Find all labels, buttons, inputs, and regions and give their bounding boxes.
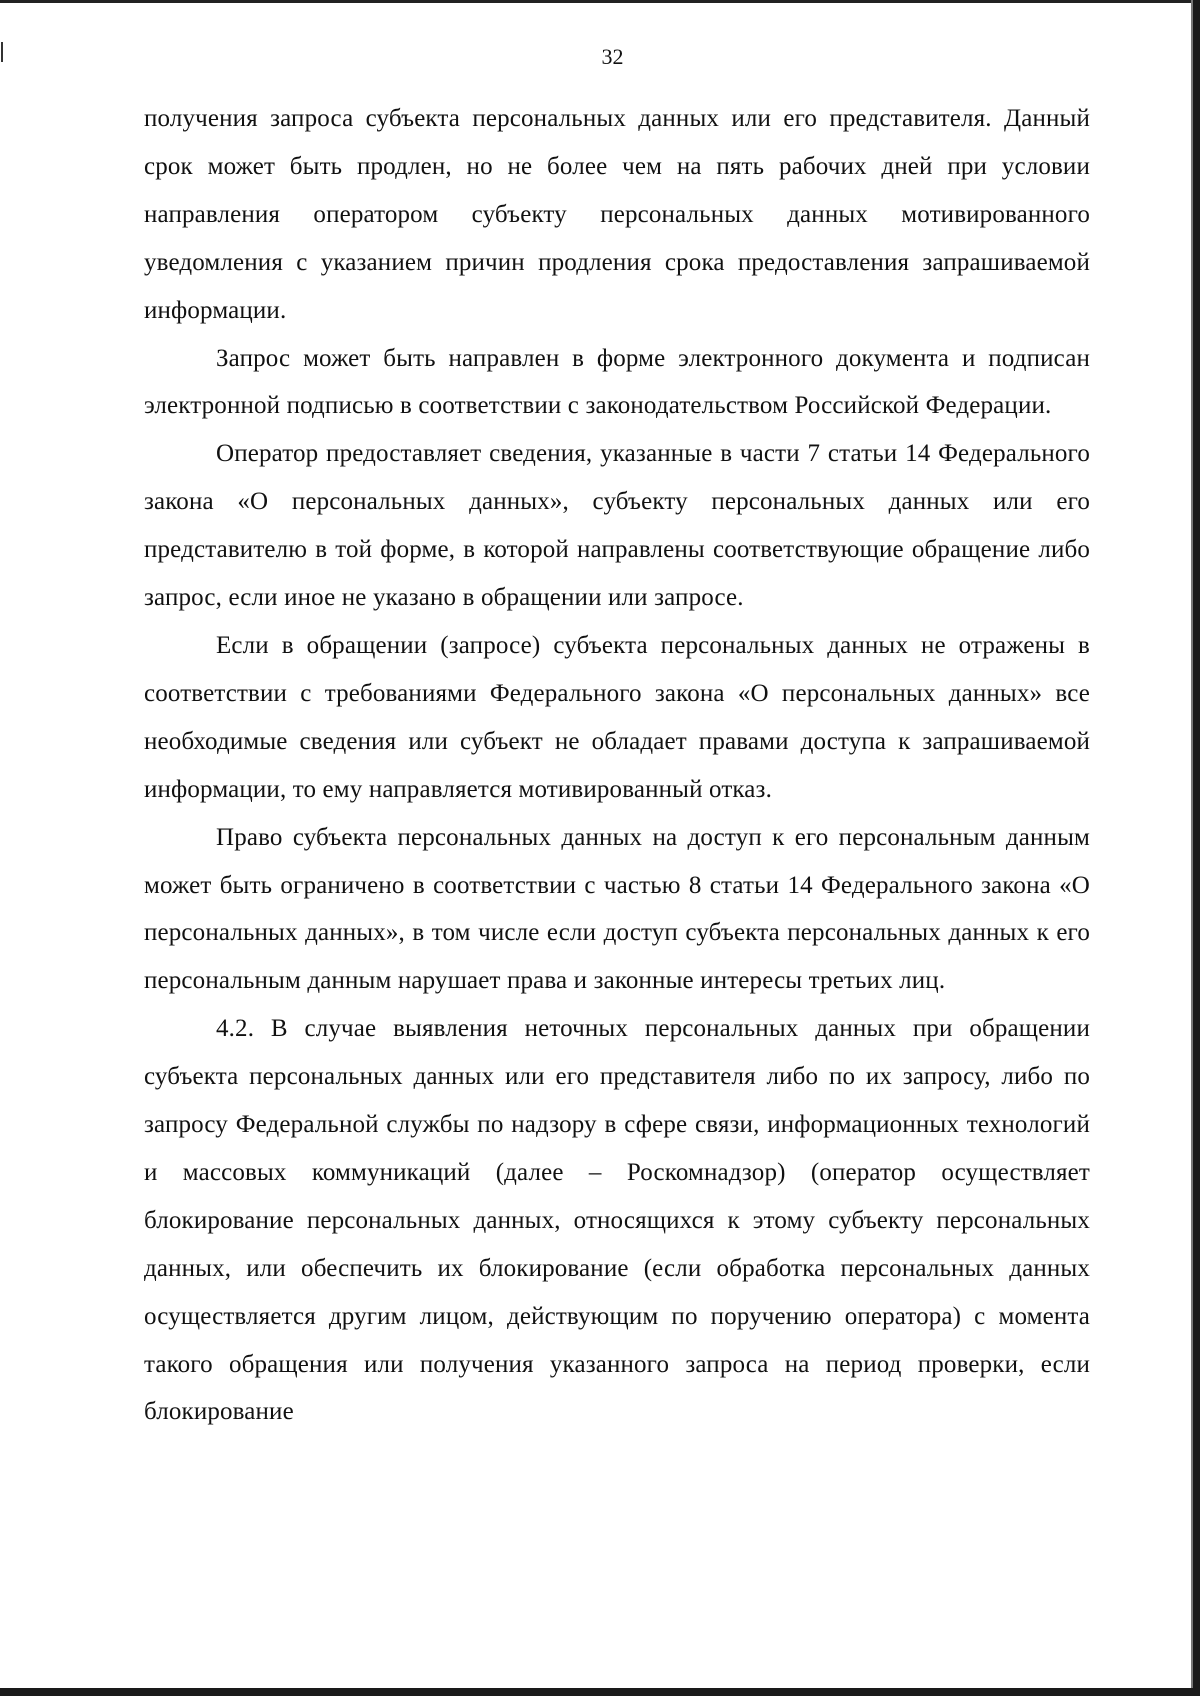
paragraph-operator-provides: Оператор предоставляет сведения, указанные в части 7 статьи 14 Федерального закона «О персональных данных», субъекту персональных данных или его представителю в той форме, в которой направлены соответствующие обращение либо запрос, если иное не указано в обращении или запросе. [144,440,1090,612]
paragraph-section-4-2: 4.2. В случае выявления неточных персональных данных при обращении субъекта персональных данных или его представителя либо по их запросу, либо по запросу Федеральной службы по надзору в сфере связи, информационных технологий и массовых коммуникаций (далее – Роскомнадзор) (оператор осуществляет блокирование персональных данных, относящихся к этому субъекту персональных данных, или обеспечить их блокирование (если обработка персональных данных осуществляется другим лицом, действующим по поручению оператора) с момента такого обращения или получения указанного запроса на период проверки, если блокирование [144,1015,1090,1426]
paragraph-continuation: получения запроса субъекта персональных данных или его представителя. Данный срок может быть продлен, но не более чем на пять рабочих дней при условии направления оператором субъекту персональных данных мотивированного уведомления с указанием причин продления срока предоставления запрашиваемой информации. [144,105,1090,324]
scan-edge-bottom [0,1688,1200,1696]
scan-edge-right-shadow [1191,0,1193,1696]
scan-edge-top [0,0,1200,3]
paragraph-access-restriction: Право субъекта персональных данных на доступ к его персональным данным может быть ограничено в соответствии с частью 8 статьи 14 Федерального закона «О персональных данных», в том числе если доступ субъекта персональных данных к его персональным данным нарушает права и законные интересы третьих лиц. [144,823,1090,995]
scan-edge-right [1193,0,1200,1696]
paragraph-refusal: Если в обращении (запросе) субъекта персональных данных не отражены в соответствии с требованиями Федерального закона «О персональных данных» все необходимые сведения или субъект не обладает правами доступа к запрашиваемой информации, то ему направляется мотивированный отказ. [144,631,1090,803]
document-body [144,95,1090,1436]
paragraph-electronic-request: Запрос может быть направлен в форме электронного документа и подписан электронной подписью в соответствии с законодательством Российской Федерации. [144,344,1090,420]
page-number: 32 [601,44,624,69]
